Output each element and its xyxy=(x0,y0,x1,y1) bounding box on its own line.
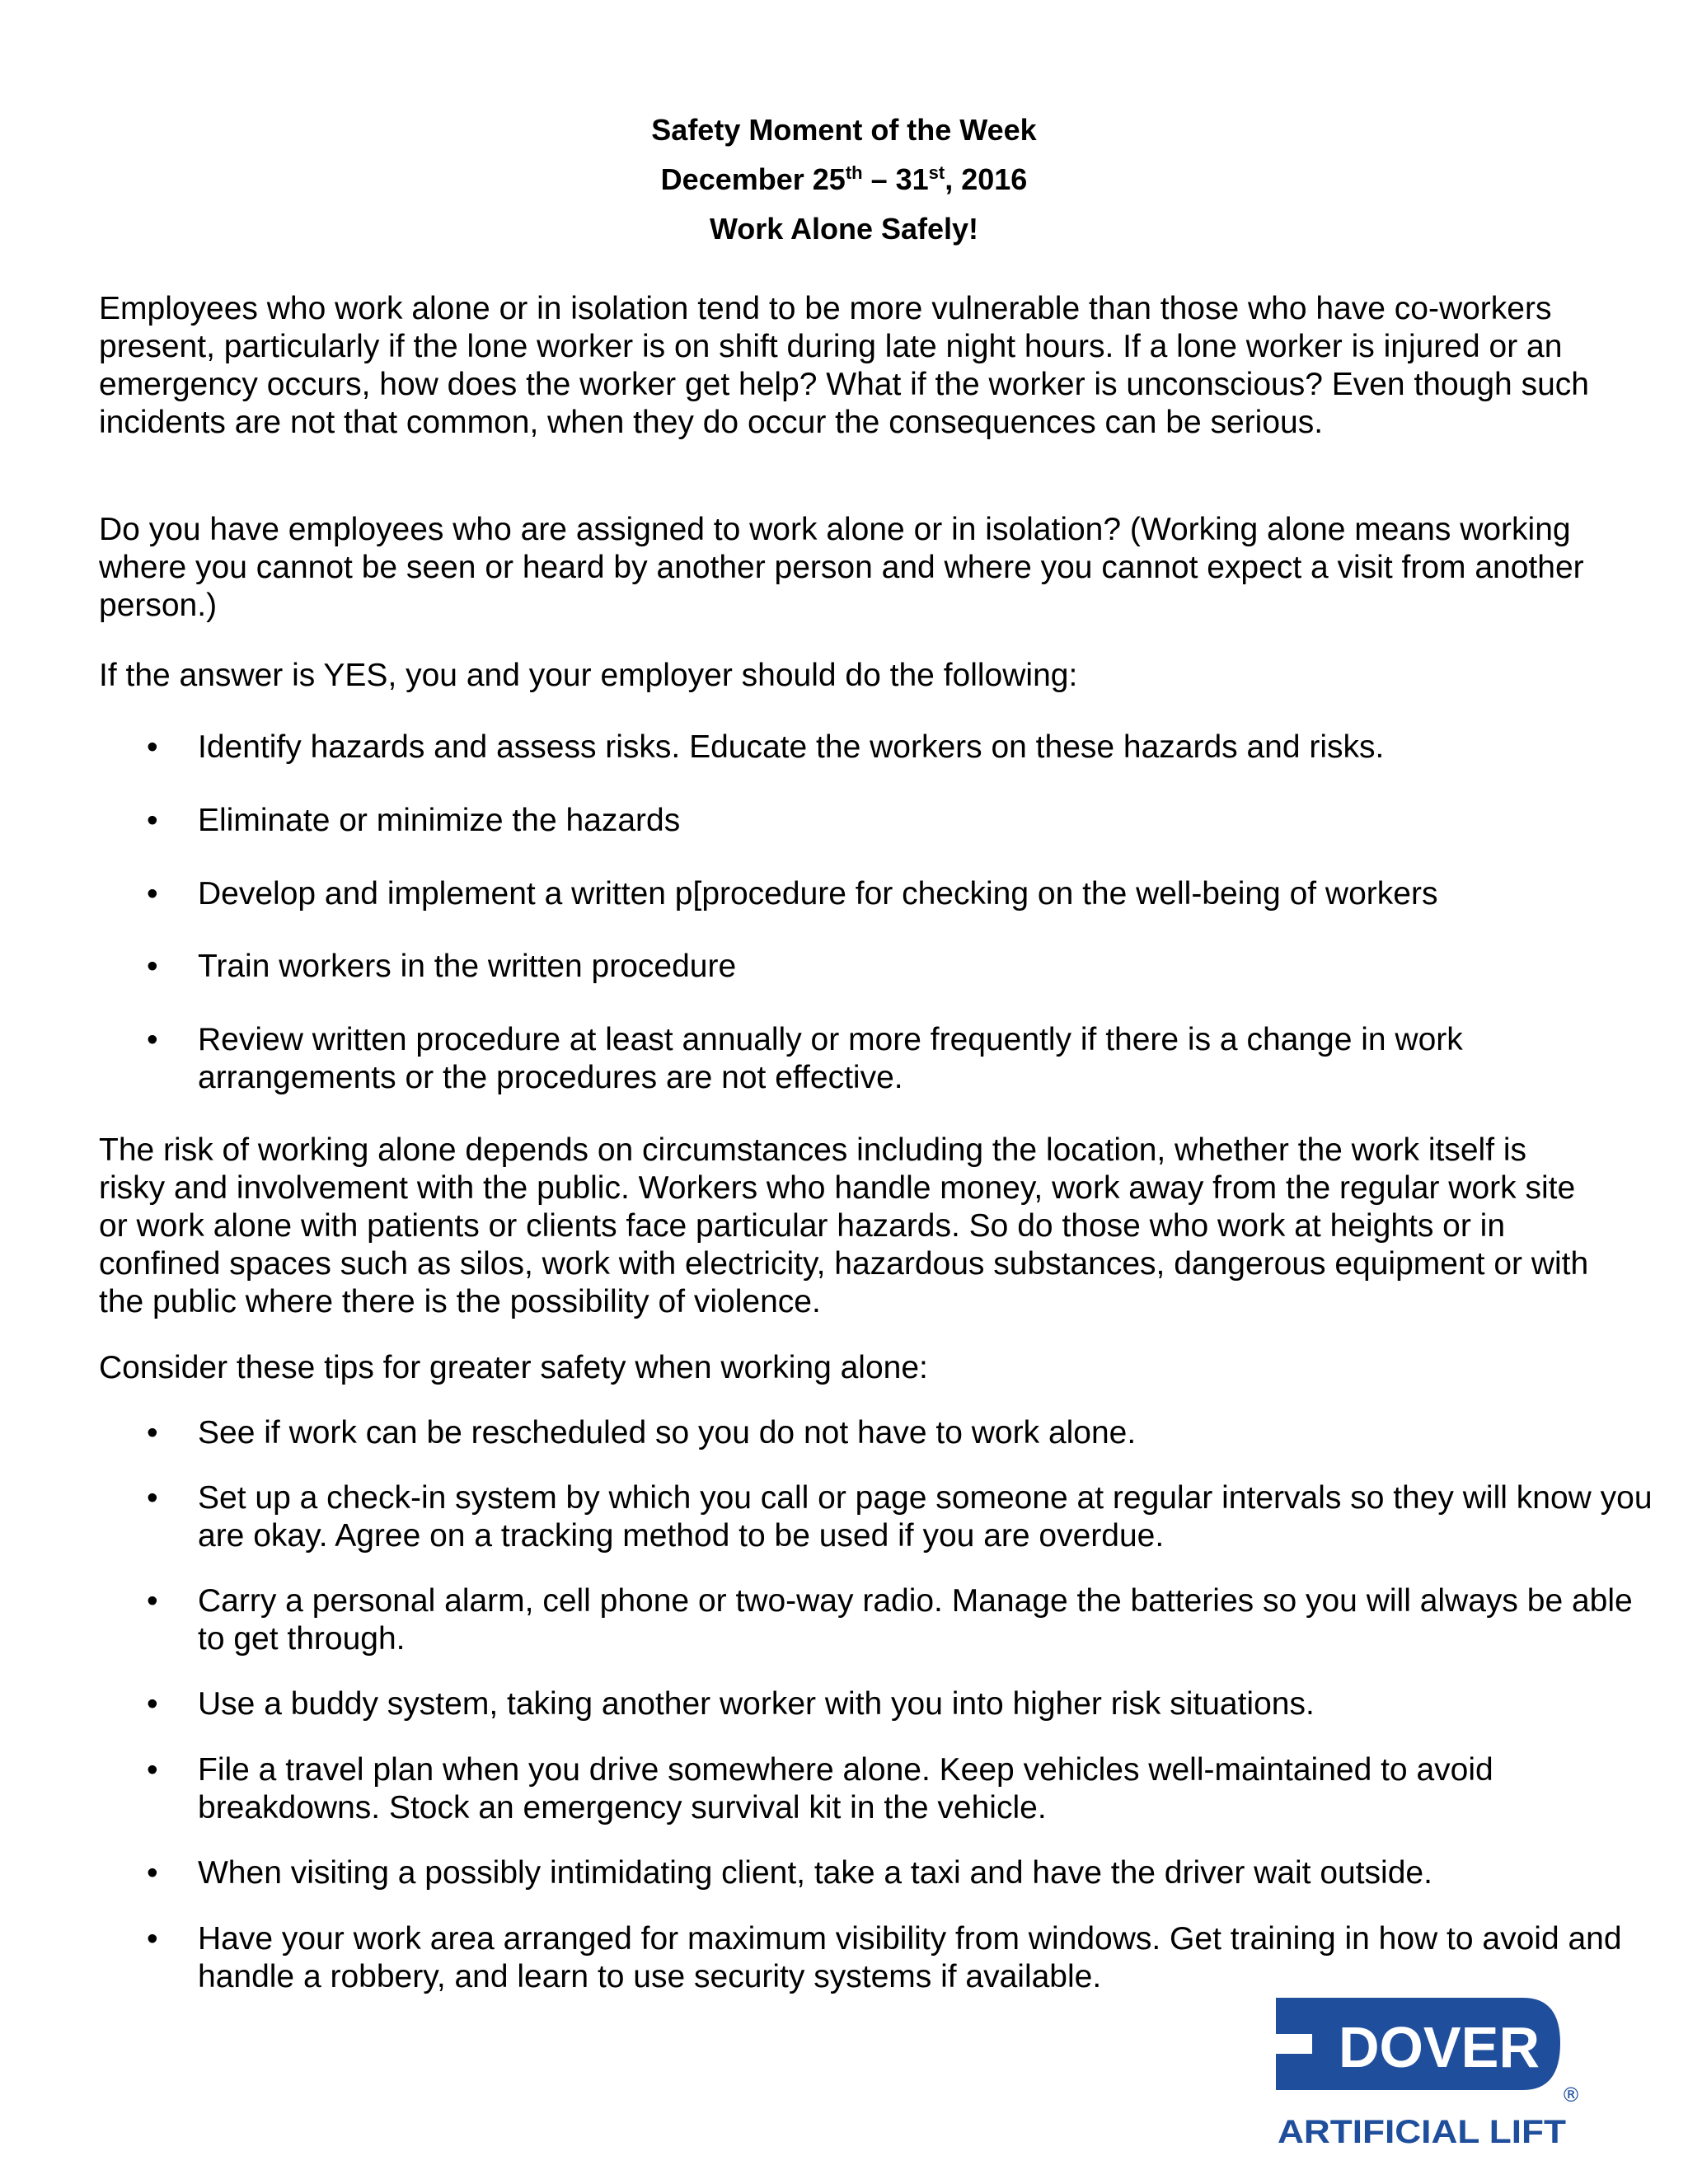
bullet-icon: • xyxy=(147,1752,158,1788)
document-title: Safety Moment of the Week xyxy=(651,113,1037,147)
risk-paragraph: The risk of working alone depends on circumstances including the location, whether the work itself is risky and involvement with the public. Workers who handle money, work away from the regular work site or work alone with patients or clients face particular hazards. So do those who work at heights or in confined spaces such as silos, work with electricity, hazardous substances, dangerous equipment or with the public where there is the possibility of violence. xyxy=(99,1132,1589,1319)
document-date: December 25th – 31st, 2016 xyxy=(660,162,1028,196)
dover-artificial-lift-logo xyxy=(1276,1998,1589,2154)
document-subtitle: Work Alone Safely! xyxy=(709,212,979,246)
answer-yes-paragraph: If the answer is YES, you and your employer should do the following: xyxy=(99,658,1078,693)
bullet-icon: • xyxy=(147,1686,158,1722)
logo-tagline: ARTIFICIAL LIFT xyxy=(1278,2114,1566,2150)
bullet-icon: • xyxy=(147,729,158,765)
dover-logo-mark xyxy=(1276,1998,1589,2154)
bullet-icon: • xyxy=(147,1921,158,1957)
registered-mark: ® xyxy=(1561,2083,1581,2107)
bullet-icon: • xyxy=(147,803,158,838)
bullet-icon: • xyxy=(147,1855,158,1891)
bullet-icon: • xyxy=(147,1583,158,1619)
tips-intro: Consider these tips for greater safety when working alone: xyxy=(99,1350,928,1385)
document-page: Safety Moment of the Week December 25th – 31st, 2016 Work Alone Safely! Employees who work alone or in isolation tend to be more vulnerable than those who have co-workers present, particularly if the lone worker is on shift during late night hours. If a lone worker is injured or an emergency occurs, how does the worker get help? What if the worker is unconscious? Even though such incidents are not that common, when they do occur the consequences can be serious. Do you have employees who are assigned to work alone or in isolation? (Working alone means working where you cannot be seen or heard by another person and where you cannot expect a visit from another person.) If the answer is YES, you and your employer should do the following: • Identify hazards and assess risks. Educate the workers on these hazards and risks. • Eliminate or minimize the hazards • Develop and implement a written p[procedure for checking on the well-being of workers • Train workers in the written procedure • Review written procedure at least annually or more frequently if there is a change in work arrangements or the procedures are not effective. The risk of working alone depends on circumstances including the location, whether the work itself is risky and involvement with the public. Workers who handle money, work away from the regular work site or work alone with patients or clients face particular hazards. So do those who work at heights or in confined spaces such as silos, work with electricity, hazardous substances, dangerous equipment or with the public where there is the possibility of violence. Consider these tips for greater safety when working alone: • See if work can be rescheduled so you do not have to work alone. • Set up a check-in system by which you call or page someone at regular intervals so they will know you are okay. Agree on a tracking method to be used if you are overdue. • Carry a personal alarm, cell phone or two-way radio. Manage the batteries so you will always be able to get through. • Use a buddy system, taking another worker with you into higher risk situations. • File a travel plan when you drive somewhere alone. Keep vehicles well-maintained to avoid breakdowns. Stock an emergency survival kit in the vehicle. • When visiting a possibly intimidating client, take a taxi and have the driver wait outside. • Have your work area arranged for maximum visibility from windows. Get training in how to avoid and handle a robbery, and learn to use security systems if available. DOVER ® ARTIFICIAL LIFT xyxy=(0,0,1688,2184)
logo-wordmark: DOVER xyxy=(1339,2015,1540,2079)
bullet-icon: • xyxy=(147,876,158,912)
bullet-icon: • xyxy=(147,1415,158,1451)
definition-paragraph: Do you have employees who are assigned to work alone or in isolation? (Working alone means working where you cannot be seen or heard by another person and where you cannot expect a visit from another person.) xyxy=(99,512,1584,623)
intro-paragraph: Employees who work alone or in isolation tend to be more vulnerable than those who have co-workers present, particularly if the lone worker is on shift during late night hours. If a lone worker is injured or an emergency occurs, how does the worker get help? What if the worker is unconscious? Even though such incidents are not that common, when they do occur the consequences can be serious. xyxy=(99,291,1589,440)
bullet-icon: • xyxy=(147,1022,158,1057)
bullet-icon: • xyxy=(147,1480,158,1516)
bullet-icon: • xyxy=(147,949,158,984)
